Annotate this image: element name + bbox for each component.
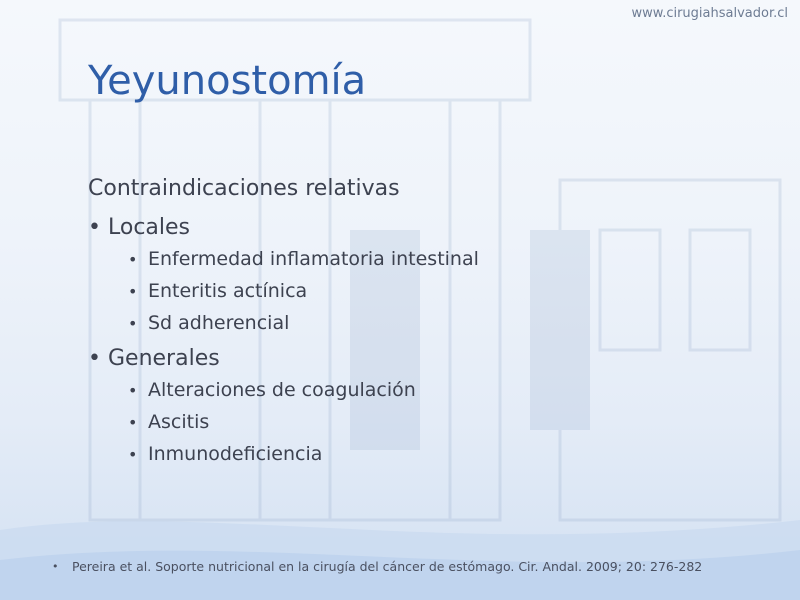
site-url: www.cirugiahsalvador.cl [631, 6, 788, 21]
list-item-text: Sd adherencial [148, 312, 290, 334]
bullet-icon: • [128, 412, 138, 432]
list-item [88, 411, 768, 433]
list-item [88, 379, 768, 401]
list-item [88, 248, 768, 270]
group-label-text: Generales [108, 346, 220, 371]
group-label [88, 215, 768, 240]
group-label [88, 346, 768, 371]
bullet-icon: • [128, 313, 138, 333]
reference-citation [52, 559, 702, 574]
bottom-wave-decoration [0, 490, 800, 600]
group-label-text: Locales [108, 215, 191, 240]
list-item-text: Enfermedad inflamatoria intestinal [148, 248, 479, 270]
bullet-icon: • [52, 560, 59, 573]
list-item [88, 280, 768, 302]
slide-title: Yeyunostomía [88, 58, 367, 104]
bullet-icon: • [128, 380, 138, 400]
list-item [88, 443, 768, 465]
list-item-text: Enteritis actínica [148, 280, 308, 302]
bullet-icon: • [128, 281, 138, 301]
bullet-icon: • [128, 249, 138, 269]
slide-content [88, 176, 768, 477]
list-item [88, 312, 768, 334]
slide-subtitle: Contraindicaciones relativas [88, 176, 400, 201]
bullet-icon: • [88, 215, 101, 240]
group-generales [88, 346, 768, 465]
group-locales [88, 215, 768, 334]
list-item-text: Alteraciones de coagulación [148, 379, 416, 401]
list-item-text: Ascitis [148, 411, 210, 433]
bullet-icon: • [128, 444, 138, 464]
reference-text: Pereira et al. Soporte nutricional en la cirugía del cáncer de estómago. Cir. Andal. 2009; 20: 276-282 [72, 559, 703, 574]
bullet-icon: • [88, 346, 101, 371]
list-item-text: Inmunodeficiencia [148, 443, 323, 465]
